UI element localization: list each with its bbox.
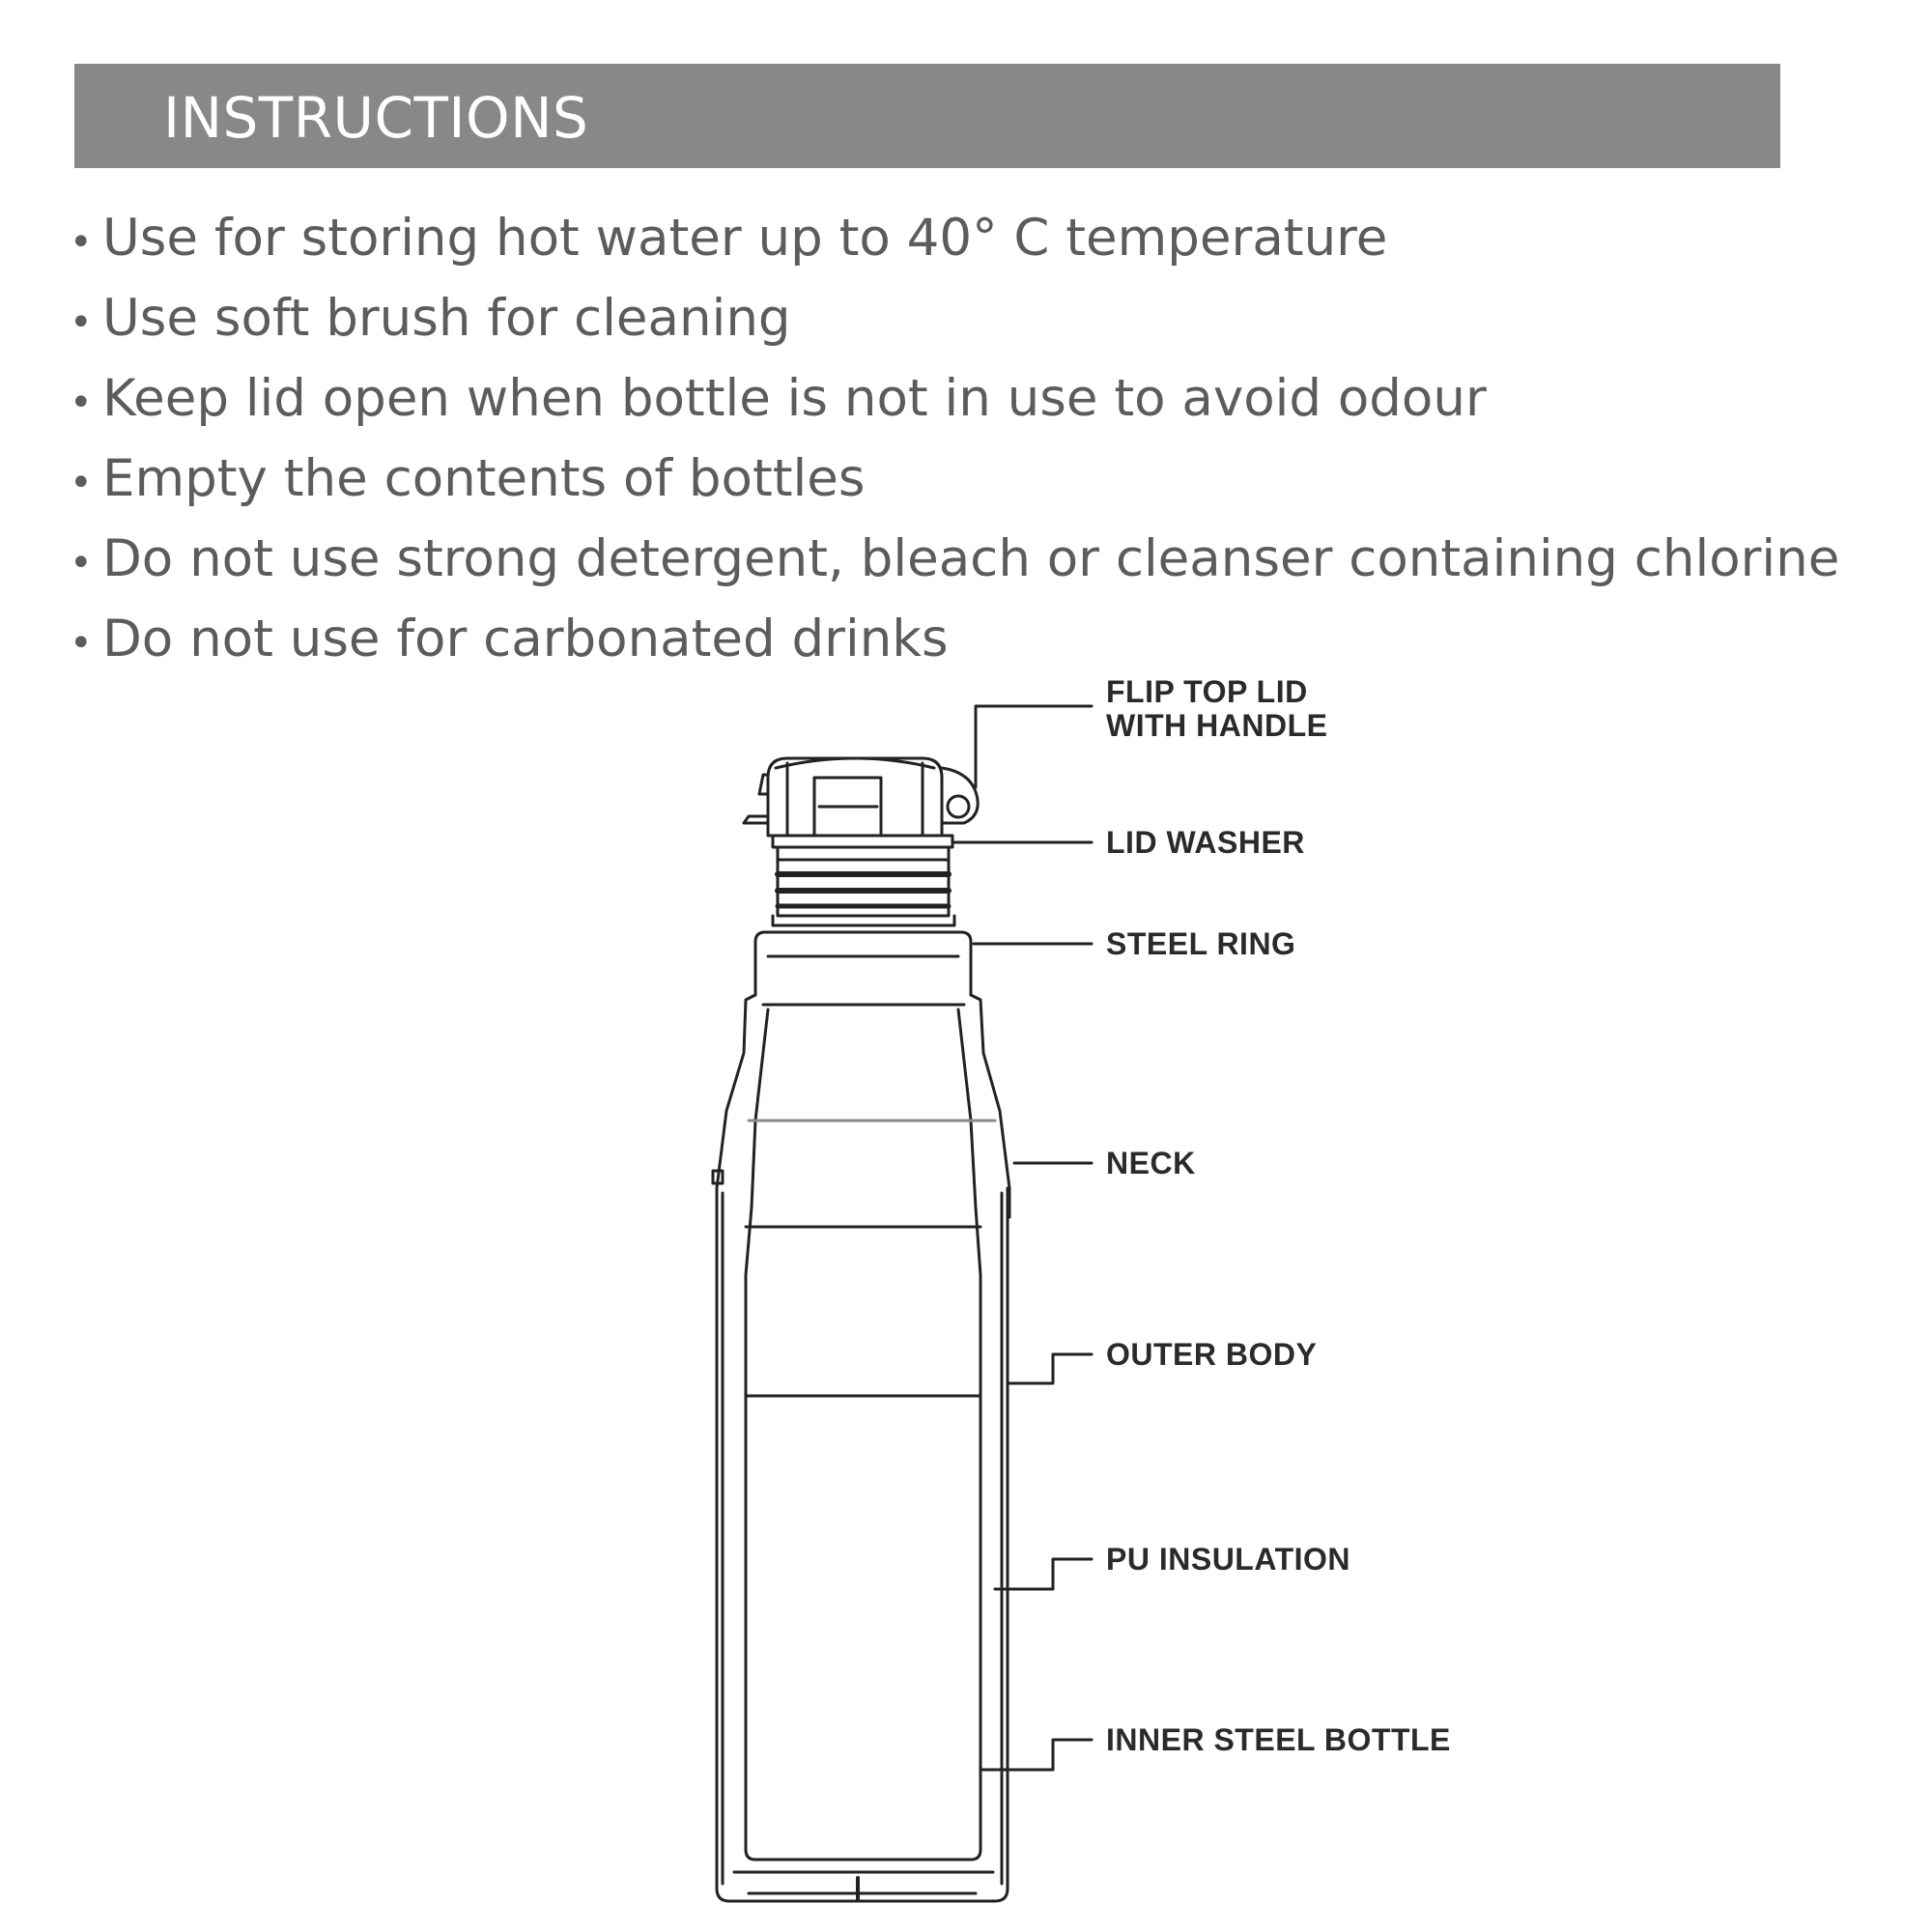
bullet-icon: • <box>70 300 93 345</box>
bullet-icon: • <box>70 461 93 505</box>
lid-washer-icon <box>773 836 954 925</box>
outer-body-icon <box>717 1188 1008 1901</box>
instruction-text: Keep lid open when bottle is not in use to avoid odour <box>102 369 1487 428</box>
instructions-title: INSTRUCTIONS <box>163 85 589 151</box>
leader-pu-insulation <box>995 1559 1092 1589</box>
instruction-text: Use for storing hot water up to 40° C temperature <box>102 209 1388 268</box>
leader-flip-top-lid <box>976 706 1092 787</box>
instruction-text: Use soft brush for cleaning <box>102 289 791 348</box>
bullet-icon: • <box>70 541 93 585</box>
label-lid-washer: LID WASHER <box>1106 825 1305 860</box>
label-flip-top-lid-line2: WITH HANDLE <box>1106 708 1328 743</box>
instruction-text: Empty the contents of bottles <box>102 449 866 508</box>
steel-ring-icon <box>755 932 971 1005</box>
bullet-icon: • <box>70 220 93 265</box>
label-steel-ring: STEEL RING <box>1106 926 1296 961</box>
label-inner-steel-bottle: INNER STEEL BOTTLE <box>1106 1722 1451 1757</box>
flip-top-lid-icon <box>744 758 978 836</box>
label-neck: NECK <box>1106 1146 1196 1180</box>
label-flip-top-lid-line1: FLIP TOP LID <box>1106 674 1308 709</box>
leader-lines <box>954 706 1092 1770</box>
instruction-text: Do not use for carbonated drinks <box>102 610 949 668</box>
leader-outer-body <box>1008 1354 1092 1383</box>
bullet-icon: • <box>70 621 93 666</box>
bullet-icon: • <box>70 381 93 425</box>
neck-icon <box>713 995 1009 1217</box>
instruction-text: Do not use strong detergent, bleach or cleanser containing chlorine <box>102 529 1840 588</box>
label-outer-body: OUTER BODY <box>1106 1337 1318 1372</box>
leader-inner-steel-bottle <box>980 1740 1092 1770</box>
inner-steel-bottle-icon <box>746 1208 980 1860</box>
label-pu-insulation: PU INSULATION <box>1106 1542 1351 1577</box>
